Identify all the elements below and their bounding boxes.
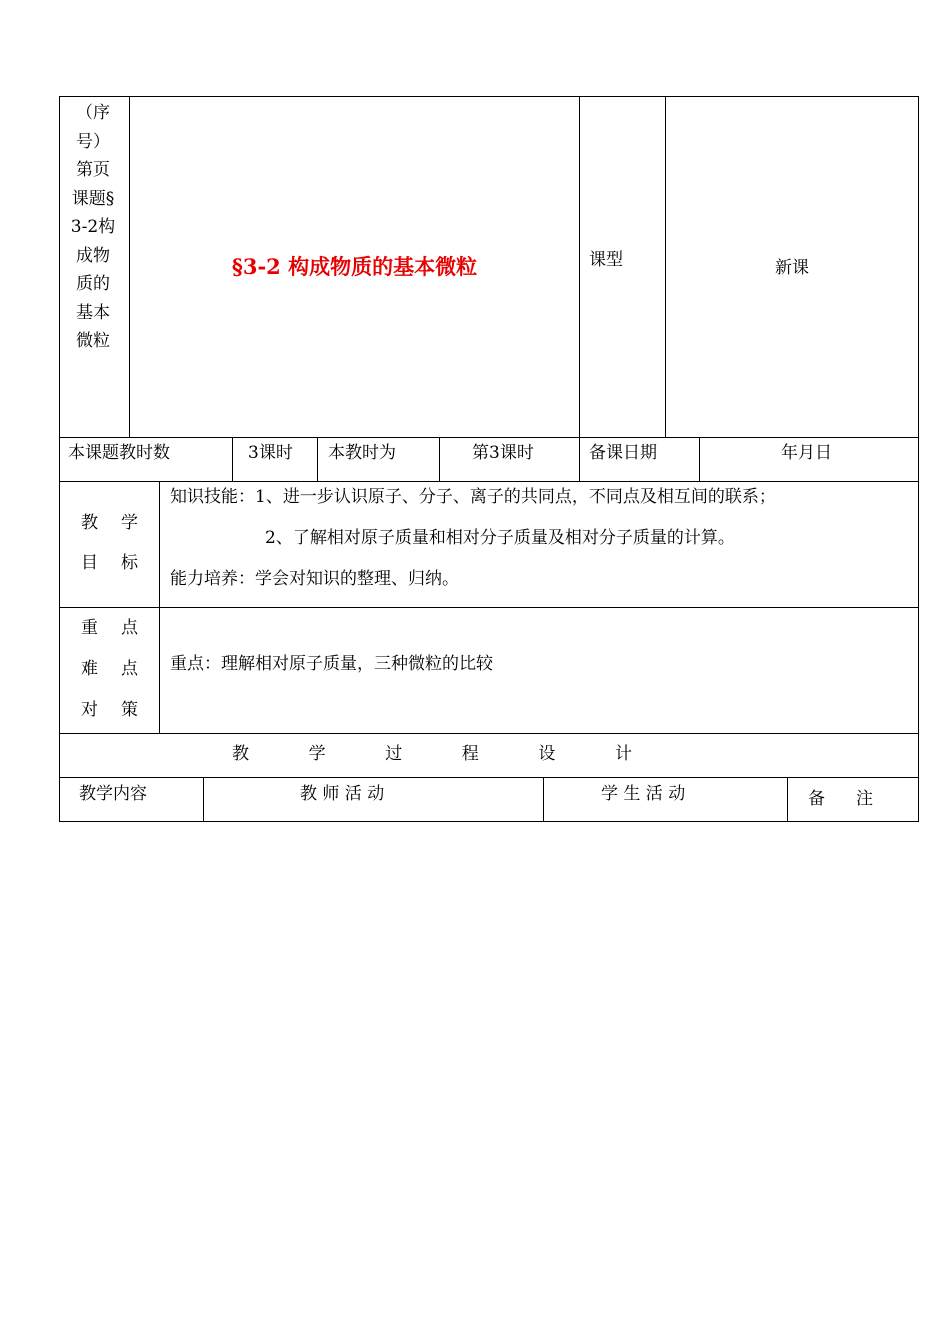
- column-teacher: 教 师 活 动: [300, 784, 385, 804]
- rule: [699, 437, 700, 482]
- rule: [439, 437, 440, 482]
- rule: [579, 437, 580, 482]
- objectives-label-line2: 目 标: [81, 553, 138, 573]
- rule: [59, 777, 919, 778]
- serial-cell: （序号）第页课题§3-2构成物质的基本微粒: [70, 103, 116, 351]
- rule: [232, 437, 233, 482]
- keypoints-label-line2: 难 点: [81, 659, 138, 679]
- column-notes: 备 注: [808, 789, 873, 809]
- rule: [59, 481, 919, 482]
- rule: [543, 777, 544, 822]
- rule: [317, 437, 318, 482]
- rule: [59, 607, 919, 608]
- current-hour-value: 第3课时: [472, 443, 534, 463]
- lesson-type-label: 课型: [589, 250, 623, 270]
- total-hours-value: 3课时: [248, 443, 293, 463]
- lesson-type-value: 新课: [775, 258, 809, 278]
- rule: [59, 437, 919, 438]
- rule: [787, 777, 788, 822]
- objective-line-3: 能力培养：学会对知识的整理、归纳。: [170, 569, 459, 589]
- keypoints-label-line1: 重 点: [81, 618, 138, 638]
- prep-date-label: 备课日期: [589, 443, 657, 463]
- rule: [203, 777, 204, 822]
- rule: [59, 821, 919, 822]
- rule: [159, 481, 160, 734]
- lesson-title: §3-2 构成物质的基本微粒: [231, 254, 478, 279]
- objective-line-2: 2、了解相对原子质量和相对分子质量及相对分子质量的计算。: [265, 528, 735, 548]
- column-content: 教学内容: [79, 784, 147, 804]
- rule: [59, 733, 919, 734]
- column-student: 学 生 活 动: [601, 784, 686, 804]
- rule: [579, 96, 580, 438]
- total-hours-label: 本课题教时数: [68, 443, 170, 463]
- keypoints-label-line3: 对 策: [81, 700, 138, 720]
- objective-line-1: 知识技能：1、进一步认识原子、分子、离子的共同点，不同点及相互间的联系；: [170, 487, 776, 507]
- prep-date-value: 年月日: [781, 443, 832, 463]
- objectives-label-line1: 教 学: [81, 513, 138, 533]
- current-hour-label: 本教时为: [328, 443, 396, 463]
- rule: [918, 96, 919, 822]
- process-heading: 教 学 过 程 设 计: [232, 744, 632, 764]
- keypoints-content: 重点：理解相对原子质量，三种微粒的比较: [170, 654, 493, 674]
- rule: [59, 96, 919, 97]
- rule: [59, 96, 60, 822]
